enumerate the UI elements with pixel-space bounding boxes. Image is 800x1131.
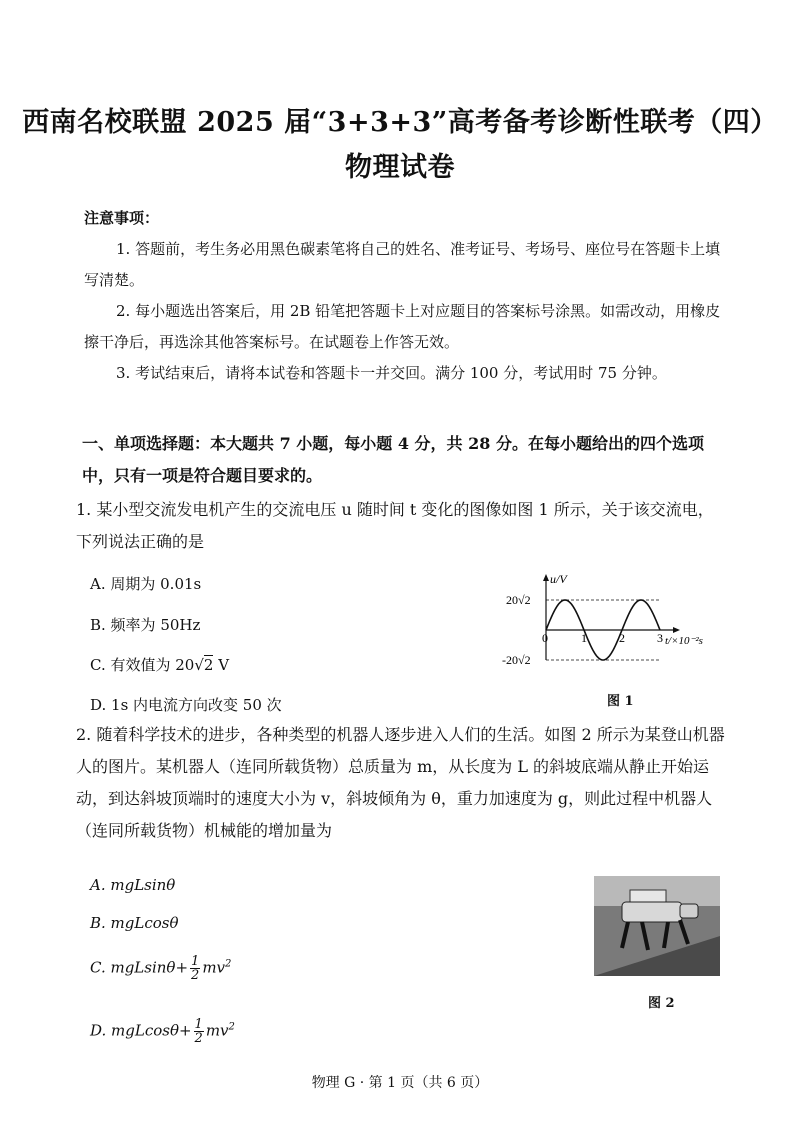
q1-option-d: D. 1s 内电流方向改变 50 次 [90, 696, 282, 714]
fraction-one-half [190, 955, 200, 982]
q2-option-c-tail: mv [202, 958, 226, 977]
q1-option-c-unit: V [213, 656, 230, 674]
fraction-denominator: 2 [194, 1031, 203, 1046]
notice-item-3: 3. 考试结束后，请将本试卷和答题卡一并交回。满分 100 分，考试用时 75 分钟。 [116, 364, 667, 382]
x-tick-label: 1 [581, 631, 587, 645]
fraction-numerator: 1 [191, 954, 200, 969]
fraction-numerator: 1 [194, 1017, 203, 1032]
y-axis-arrow [543, 574, 549, 581]
robot-head [680, 904, 698, 918]
sqrt-symbol: √ [194, 656, 204, 674]
q2-option-d-sup: 2 [228, 1021, 235, 1033]
question-1-stem: 1. 某小型交流发电机产生的交流电压 u 随时间 t 变化的图像如图 1 所示，关于该交流电，下列说法正确的是 [76, 500, 714, 551]
q1-option-a: A. 周期为 0.01s [90, 575, 202, 593]
y-tick-bottom: -20√2 [502, 653, 531, 667]
exam-title-line2: 物理试卷 [345, 152, 455, 183]
x-axis-arrow [673, 627, 680, 633]
notice-item-1: 1. 答题前，考生务必用黑色碳素笔将自己的姓名、准考证号、考场号、座位号在答题卡上填写清楚。 [84, 240, 721, 289]
x-tick-label: 0 [542, 631, 548, 645]
q2-option-a: A. mgLsinθ [90, 876, 176, 894]
robot-body [622, 902, 682, 922]
x-tick-label: 3 [657, 631, 663, 645]
q2-option-c-sup: 2 [225, 958, 232, 970]
fraction-denominator: 2 [191, 968, 200, 983]
q2-option-c [90, 955, 231, 982]
fraction-one-half [194, 1018, 204, 1045]
q2-option-d-text: D. mgLcosθ+ [90, 1021, 192, 1040]
y-tick-top: 20√2 [506, 593, 531, 607]
q1-option-c-root: 2 [203, 656, 214, 674]
notice-heading: 注意事项： [84, 209, 160, 227]
robot-cargo-frame [630, 890, 666, 902]
q1-option-c [90, 654, 229, 675]
notice-item-2: 2. 每小题选出答案后，用 2B 铅笔把答题卡上对应题目的答案标号涂黑。如需改动，用橡皮擦干净后，再选涂其他答案标号。在试题卷上作答无效。 [84, 302, 721, 351]
page-footer: 物理 G · 第 1 页（共 6 页） [311, 1075, 489, 1091]
q2-option-d-tail: mv [205, 1021, 229, 1040]
q1-option-b: B. 频率为 50Hz [90, 616, 201, 634]
exam-title-line1: 西南名校联盟 2025 届“3+3+3”高考备考诊断性联考（四） [22, 107, 778, 138]
figure-1-label: 图 1 [607, 694, 634, 709]
y-axis-label: u/V [550, 572, 567, 586]
q1-option-c-text: C. 有效值为 20 [90, 656, 195, 674]
question-2-stem: 2. 随着科学技术的进步，各种类型的机器人逐步进入人们的生活。如图 2 所示为某登山机器人的图片。某机器人（连同所载货物）总质量为 m，从长度为 L 的斜坡底端从静止开始运动，到达斜坡顶端时的速度大小为 v，斜坡倾角为 θ，重力加速度为 g，则此过程中机器人（连同所载货物）机械能的增加量为 [76, 725, 725, 840]
figure-2-robot-photo [594, 876, 720, 976]
figure-2-label: 图 2 [648, 996, 675, 1011]
q2-option-c-text: C. mgLsinθ+ [90, 958, 189, 977]
x-tick-label: 2 [619, 631, 625, 645]
q2-option-b: B. mgLcosθ [90, 914, 179, 932]
x-axis-label: t/×10⁻²s [665, 635, 703, 647]
q2-option-d [90, 1018, 235, 1045]
figure-1-chart [500, 572, 730, 672]
section-heading: 一、单项选择题：本大题共 7 小题，每小题 4 分，共 28 分。在每小题给出的四个选项中，只有一项是符合题目要求的。 [82, 434, 704, 485]
